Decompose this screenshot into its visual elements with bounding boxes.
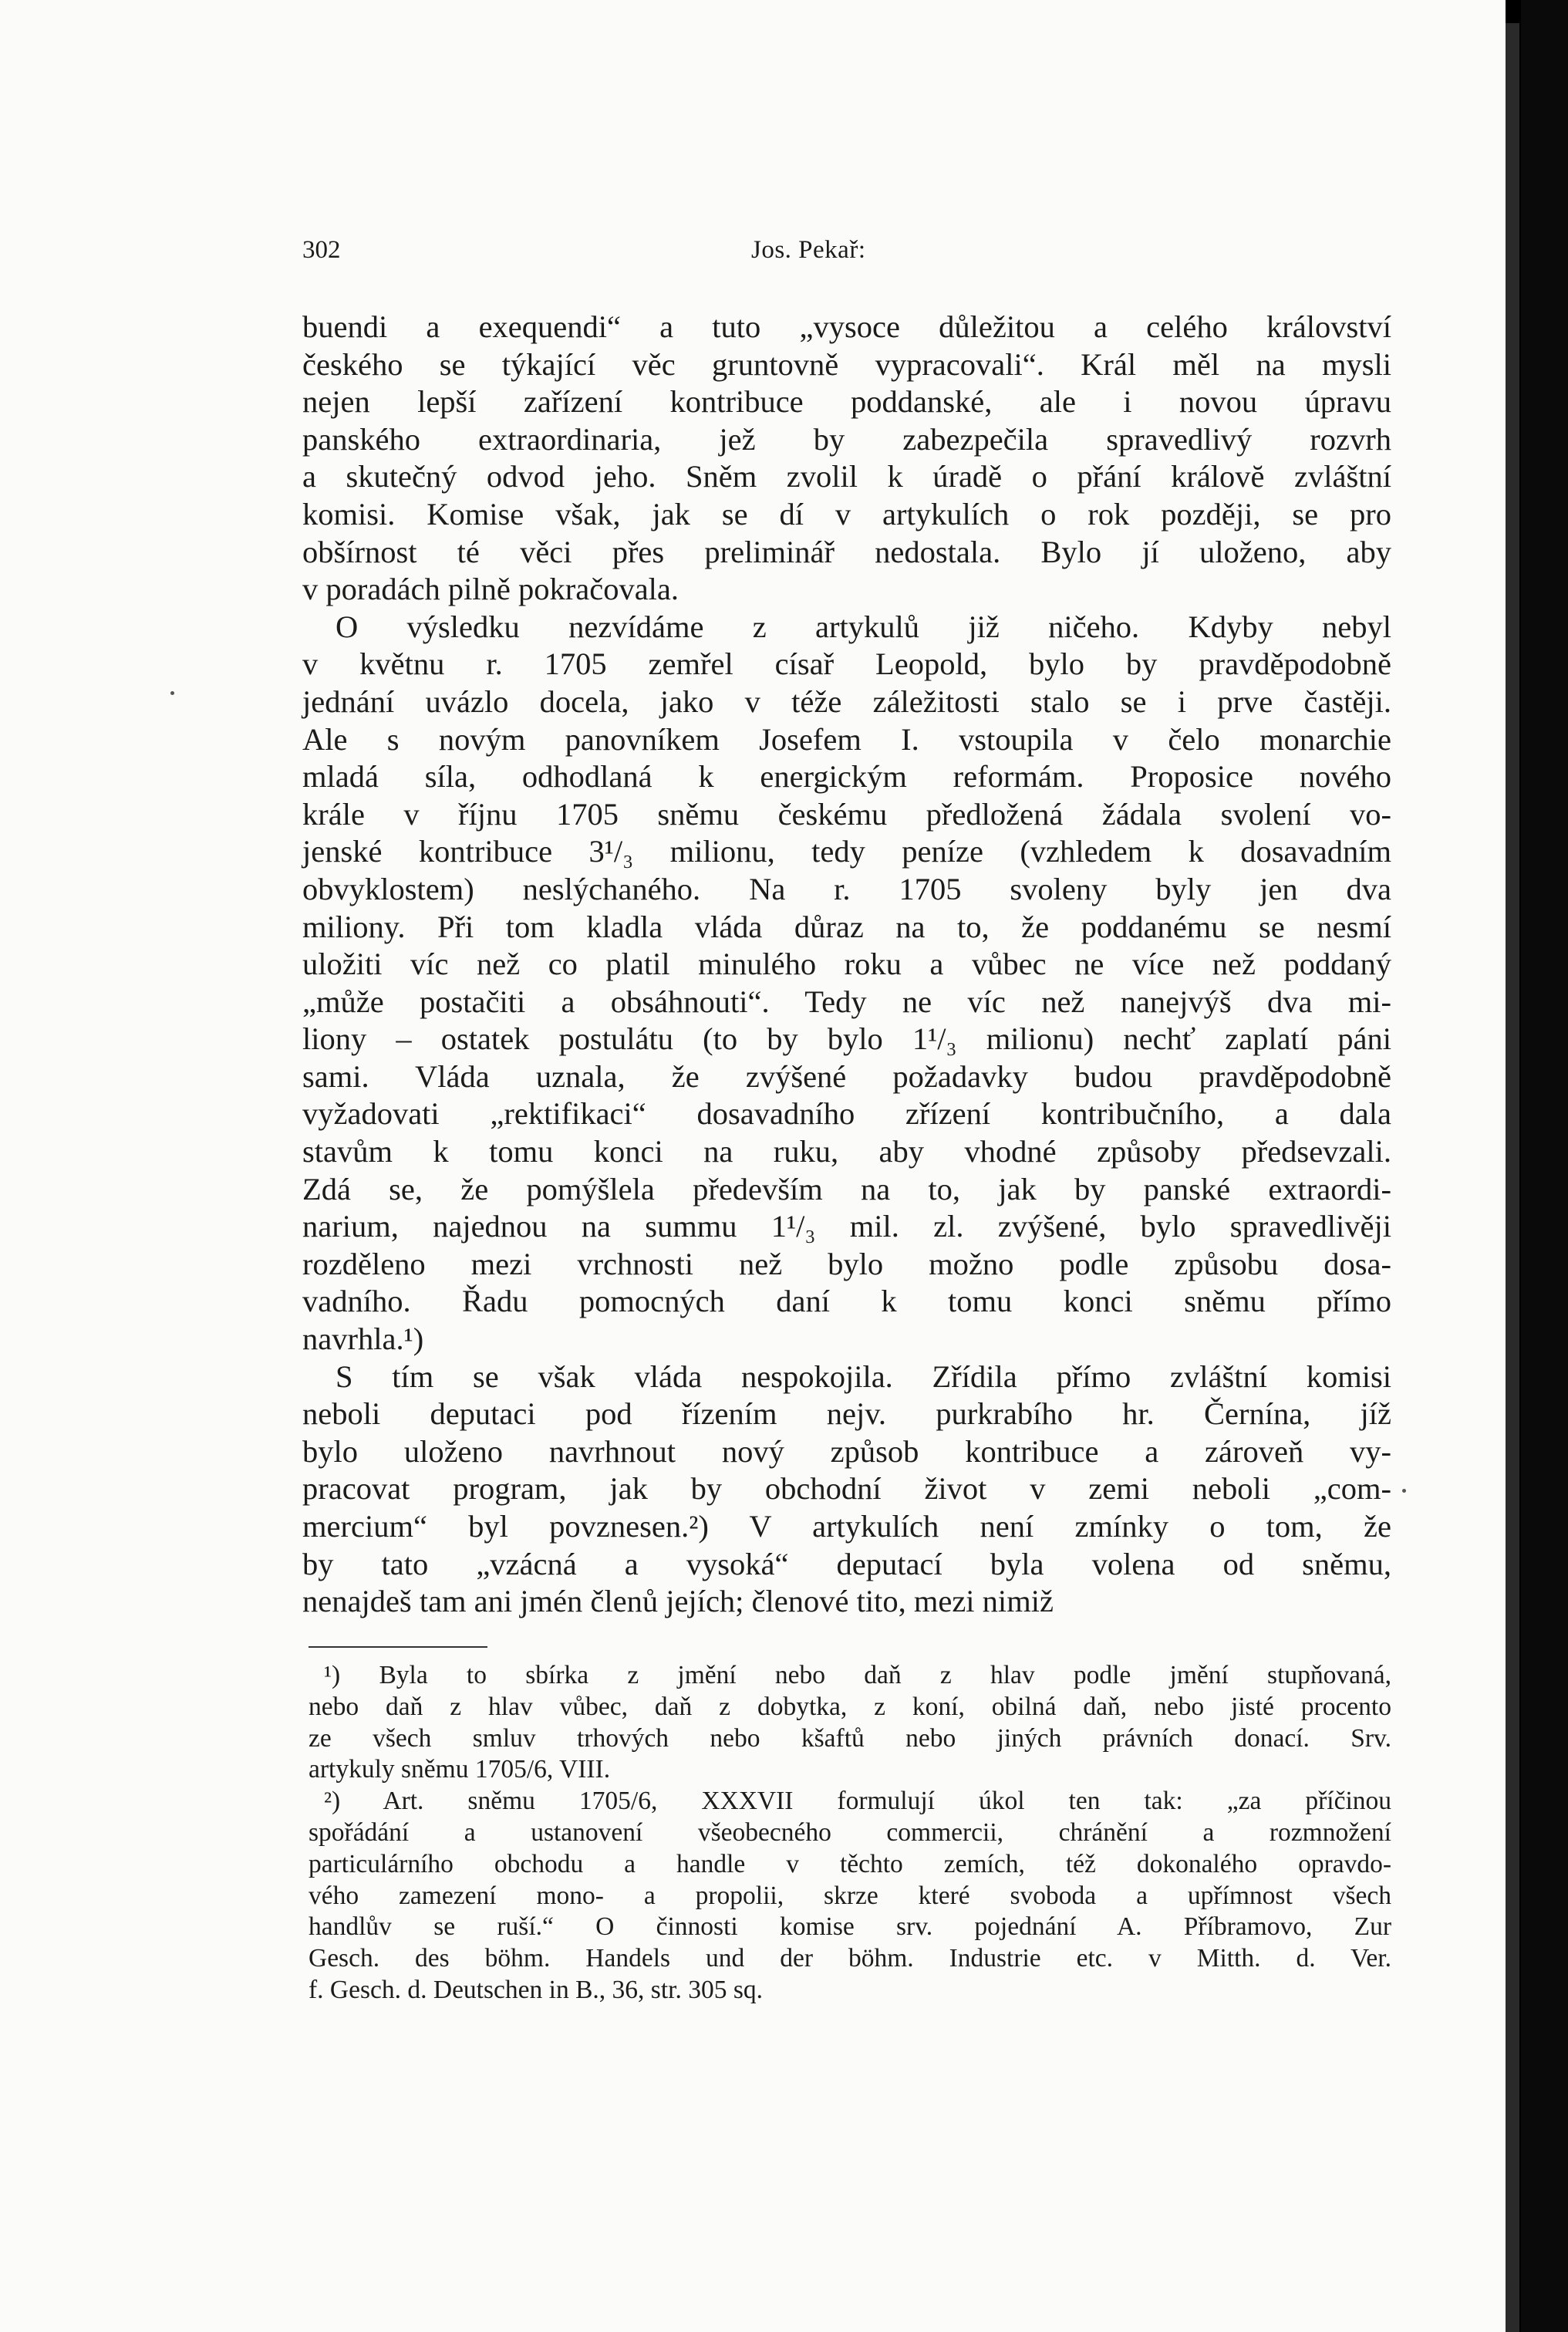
- text-line: a skutečný odvod jeho. Sněm zvolil k úradě o přání královĕ zvláštní: [302, 459, 1391, 494]
- main-text: [302, 309, 1391, 1621]
- text-line: liony – ostatek postulátu (to by bylo 1¹/₃ milionu) nechť zaplatí páni: [302, 1021, 1391, 1057]
- text-line: pracovat program, jak by obchodní život v zemi neboli „com-: [302, 1471, 1391, 1507]
- footnote-line: [309, 1723, 1391, 1755]
- footnote: [309, 1660, 1391, 1786]
- page-edge-shadow: [1506, 23, 1519, 2332]
- text-line: stavům k tomu konci na ruku, aby vhodné způsoby předsevzali.: [302, 1134, 1391, 1169]
- footnote-text: ze všech smluv trhových nebo kšaftů nebo jiných právních donací. Srv.: [309, 1723, 1391, 1753]
- text-line: uložiti víc než co platil minulého roku a vůbec ne více než poddaný: [302, 947, 1391, 982]
- text-line: obvyklostem) neslýchaného. Na r. 1705 svoleny byly jen dva: [302, 871, 1391, 906]
- footnote-text: artykuly sněmu 1705/6, VIII.: [309, 1755, 611, 1784]
- text-line: miliony. Při tom kladla vláda důraz na to, že poddanému se nesmí: [302, 909, 1391, 944]
- footnote-line: [309, 1817, 1391, 1849]
- page-header: [302, 236, 1398, 275]
- footnote-line: [309, 1881, 1391, 1912]
- footnote-marker: ¹): [324, 1661, 379, 1689]
- paragraph: [302, 609, 1391, 1358]
- text-line: mladá síla, odhodlaná k energickým reformám. Proposice nového: [302, 759, 1391, 795]
- text-line: komisi. Komise však, jak se dí v artykulích o rok později, se pro: [302, 496, 1391, 532]
- footnote-line: [309, 1692, 1391, 1723]
- footnote-line: [309, 1943, 1391, 1975]
- footnote-line: [309, 1786, 1391, 1817]
- paragraph: [302, 309, 1391, 609]
- text-line: panského extraordinaria, jež by zabezpečila spravedlivý rozvrh: [302, 421, 1391, 457]
- footnote-text: nebo daň z hlav vůbec, daň z dobytka, z koní, obilná daň, nebo jisté procento: [309, 1692, 1391, 1721]
- footnote-text: Gesch. des böhm. Handels und der böhm. Industrie etc. v Mitth. d. Ver.: [309, 1944, 1391, 1973]
- text-line: v květnu r. 1705 zemřel císař Leopold, bylo by pravděpodobně: [302, 646, 1391, 682]
- footnotes: [309, 1660, 1391, 2006]
- footnote-text: particulárního obchodu a handle v těchto zemích, též dokonalého opravdo-: [309, 1849, 1391, 1878]
- text-line: by tato „vzácná a vysoká“ deputací byla volena od sněmu,: [302, 1546, 1391, 1581]
- scan-border: [1521, 0, 1568, 2332]
- text-line: vadního. Řadu pomocných daní k tomu konci sněmu přímo: [302, 1284, 1391, 1319]
- footnote-line: [309, 1975, 1391, 2006]
- scan-speck: [1402, 1489, 1406, 1493]
- text-line: sami. Vláda uznala, že zvýšené požadavky budou pravděpodobně: [302, 1058, 1391, 1094]
- text-line: O výsledku nezvídáme z artykulů již ničeho. Kdyby nebyl: [336, 609, 1391, 644]
- footnote-text: Art. sněmu 1705/6, XXXVII formulují úkol ten tak: „za příčinou: [383, 1787, 1392, 1816]
- text-line: navrhla.¹): [302, 1321, 424, 1357]
- page-number: 302: [302, 236, 341, 264]
- text-line: nejen lepší zařízení kontribuce poddanské, ale i novou úpravu: [302, 384, 1391, 420]
- text-line: „může postačiti a obsáhnouti“. Tedy ne víc než nanejvýš dva mi-: [302, 984, 1391, 1019]
- footnote-line: [309, 1660, 1391, 1692]
- text-line: Zdá se, že pomýšlela především na to, jak by panské extraordi-: [302, 1171, 1391, 1206]
- footnote-line: [309, 1912, 1391, 1943]
- text-line: Ale s novým panovníkem Josefem I. vstoupila v čelo monarchie: [302, 721, 1391, 757]
- text-line: českého se týkající věc gruntovně vypracovali“. Král měl na mysli: [302, 346, 1391, 382]
- text-line: vyžadovati „rektifikaci“ dosavadního zřízení kontribučního, a dala: [302, 1096, 1391, 1132]
- text-line: jednání uvázlo docela, jako v téže záležitosti stalo se i prve častěji.: [302, 683, 1391, 719]
- footnote-text: Byla to sbírka z jmění nebo daň z hlav podle jmění stupňovaná,: [379, 1661, 1391, 1689]
- scan-speck: [170, 691, 174, 695]
- footnote: [309, 1786, 1391, 2006]
- text-line: S tím se však vláda nespokojila. Zřídila přímo zvláštní komisi: [336, 1358, 1391, 1394]
- text-line: nenajdeš tam ani jmén členů jejích; členové tito, mezi nimiž: [302, 1584, 1054, 1619]
- running-title: Jos. Pekař:: [751, 236, 866, 264]
- text-line: bylo uloženo navrhnout nový způsob kontribuce a zároveň vy-: [302, 1433, 1391, 1469]
- footnote-text: f. Gesch. d. Deutschen in B., 36, str. 305 sq.: [309, 1975, 763, 2004]
- text-line: v poradách pilně pokračovala.: [302, 572, 679, 607]
- footnote-text: handlův se ruší.“ O činnosti komise srv. pojednání A. Příbramovo, Zur: [309, 1912, 1391, 1942]
- paragraph: [302, 1358, 1391, 1621]
- text-line: buendi a exequendi“ a tuto „vysoce důležitou a celého království: [302, 309, 1391, 344]
- footnote-text: vého zamezení mono- a propolii, skrze které svoboda a upřímnost všech: [309, 1881, 1391, 1910]
- footnote-text: spořádání a ustanovení všeobecného commercii, chránění a rozmnožení: [309, 1817, 1391, 1847]
- footnote-line: [309, 1849, 1391, 1881]
- footnote-marker: ²): [324, 1787, 383, 1816]
- footnote-line: [309, 1754, 1391, 1786]
- text-line: neboli deputaci pod řízením nejv. purkrabího hr. Černína, jíž: [302, 1396, 1391, 1432]
- text-line: rozděleno mezi vrchnosti než bylo možno podle způsobu dosa-: [302, 1246, 1391, 1281]
- text-line: obšírnost té věci přes preliminář nedostala. Bylo jí uloženo, aby: [302, 534, 1391, 569]
- text-line: jenské kontribuce 3¹/₃ milionu, tedy peníze (vzhledem k dosavadním: [302, 834, 1391, 869]
- text-line: narium, najednou na summu 1¹/₃ mil. zl. zvýšené, bylo spravedlivěji: [302, 1209, 1391, 1244]
- text-line: mercium“ byl povznesen.²) V artykulích není zmínky o tom, že: [302, 1509, 1391, 1544]
- footnote-rule: [309, 1646, 487, 1648]
- text-line: krále v říjnu 1705 sněmu českému předložená žádala svolení vo-: [302, 796, 1391, 832]
